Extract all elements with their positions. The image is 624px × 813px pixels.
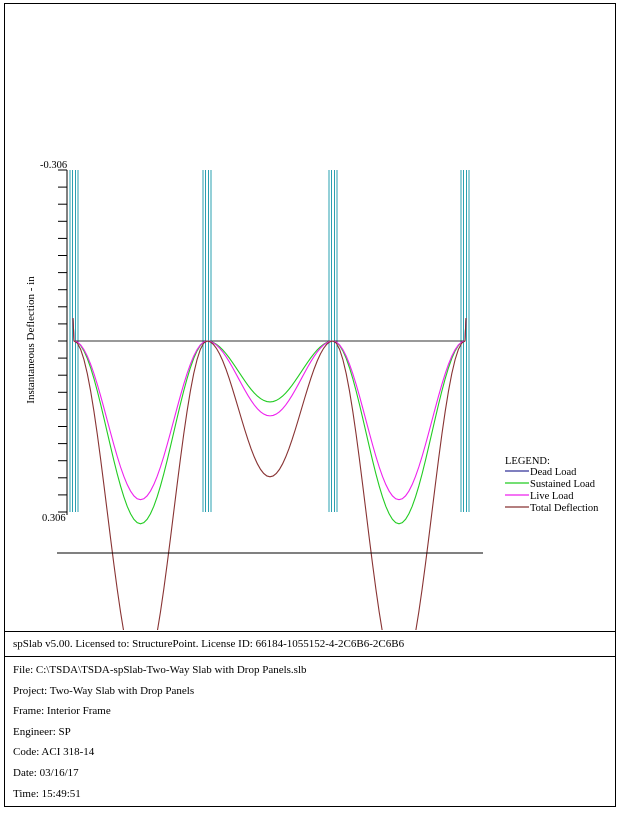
legend-label-total-deflection: Total Deflection: [530, 503, 599, 514]
legend-label-sustained-load: Sustained Load: [530, 479, 596, 490]
time-line: Time: 15:49:51: [13, 787, 81, 800]
y-bottom-label: 0.306: [42, 513, 66, 524]
curve-live-load: [73, 318, 466, 500]
y-axis-ticks: [58, 170, 67, 512]
code-line: Code: ACI 318-14: [13, 746, 95, 759]
date-line: Date: 03/16/17: [13, 766, 79, 779]
legend-item-sustained-load: [505, 479, 596, 490]
license-bar: spSlab v5.00. Licensed to: StructurePoint. License ID: 66184-1055152-4-2C6B6-2C6B6: [4, 631, 616, 657]
project-info: [13, 663, 307, 807]
legend-item-live-load: [505, 491, 574, 502]
y-top-label: -0.306: [40, 160, 68, 171]
project-line: Project: Two-Way Slab with Drop Panels: [13, 684, 195, 697]
legend-item-dead-load: [505, 467, 577, 478]
legend-title: LEGEND:: [505, 456, 550, 467]
y-axis-label: Instantaneous Deflection - in: [25, 276, 37, 404]
file-line: File: C:\TSDA\TSDA-spSlab-Two-Way Slab with Drop Panels.slb: [13, 664, 307, 676]
deflection-curves: [73, 318, 466, 630]
curve-total-deflection: [73, 318, 466, 630]
engineer-line: Engineer: SP: [13, 725, 71, 738]
legend-item-total-deflection: [505, 503, 599, 514]
legend-label-live-load: Live Load: [530, 491, 574, 502]
legend-label-dead-load: Dead Load: [530, 467, 577, 478]
frame-line: Frame: Interior Frame: [13, 705, 111, 718]
